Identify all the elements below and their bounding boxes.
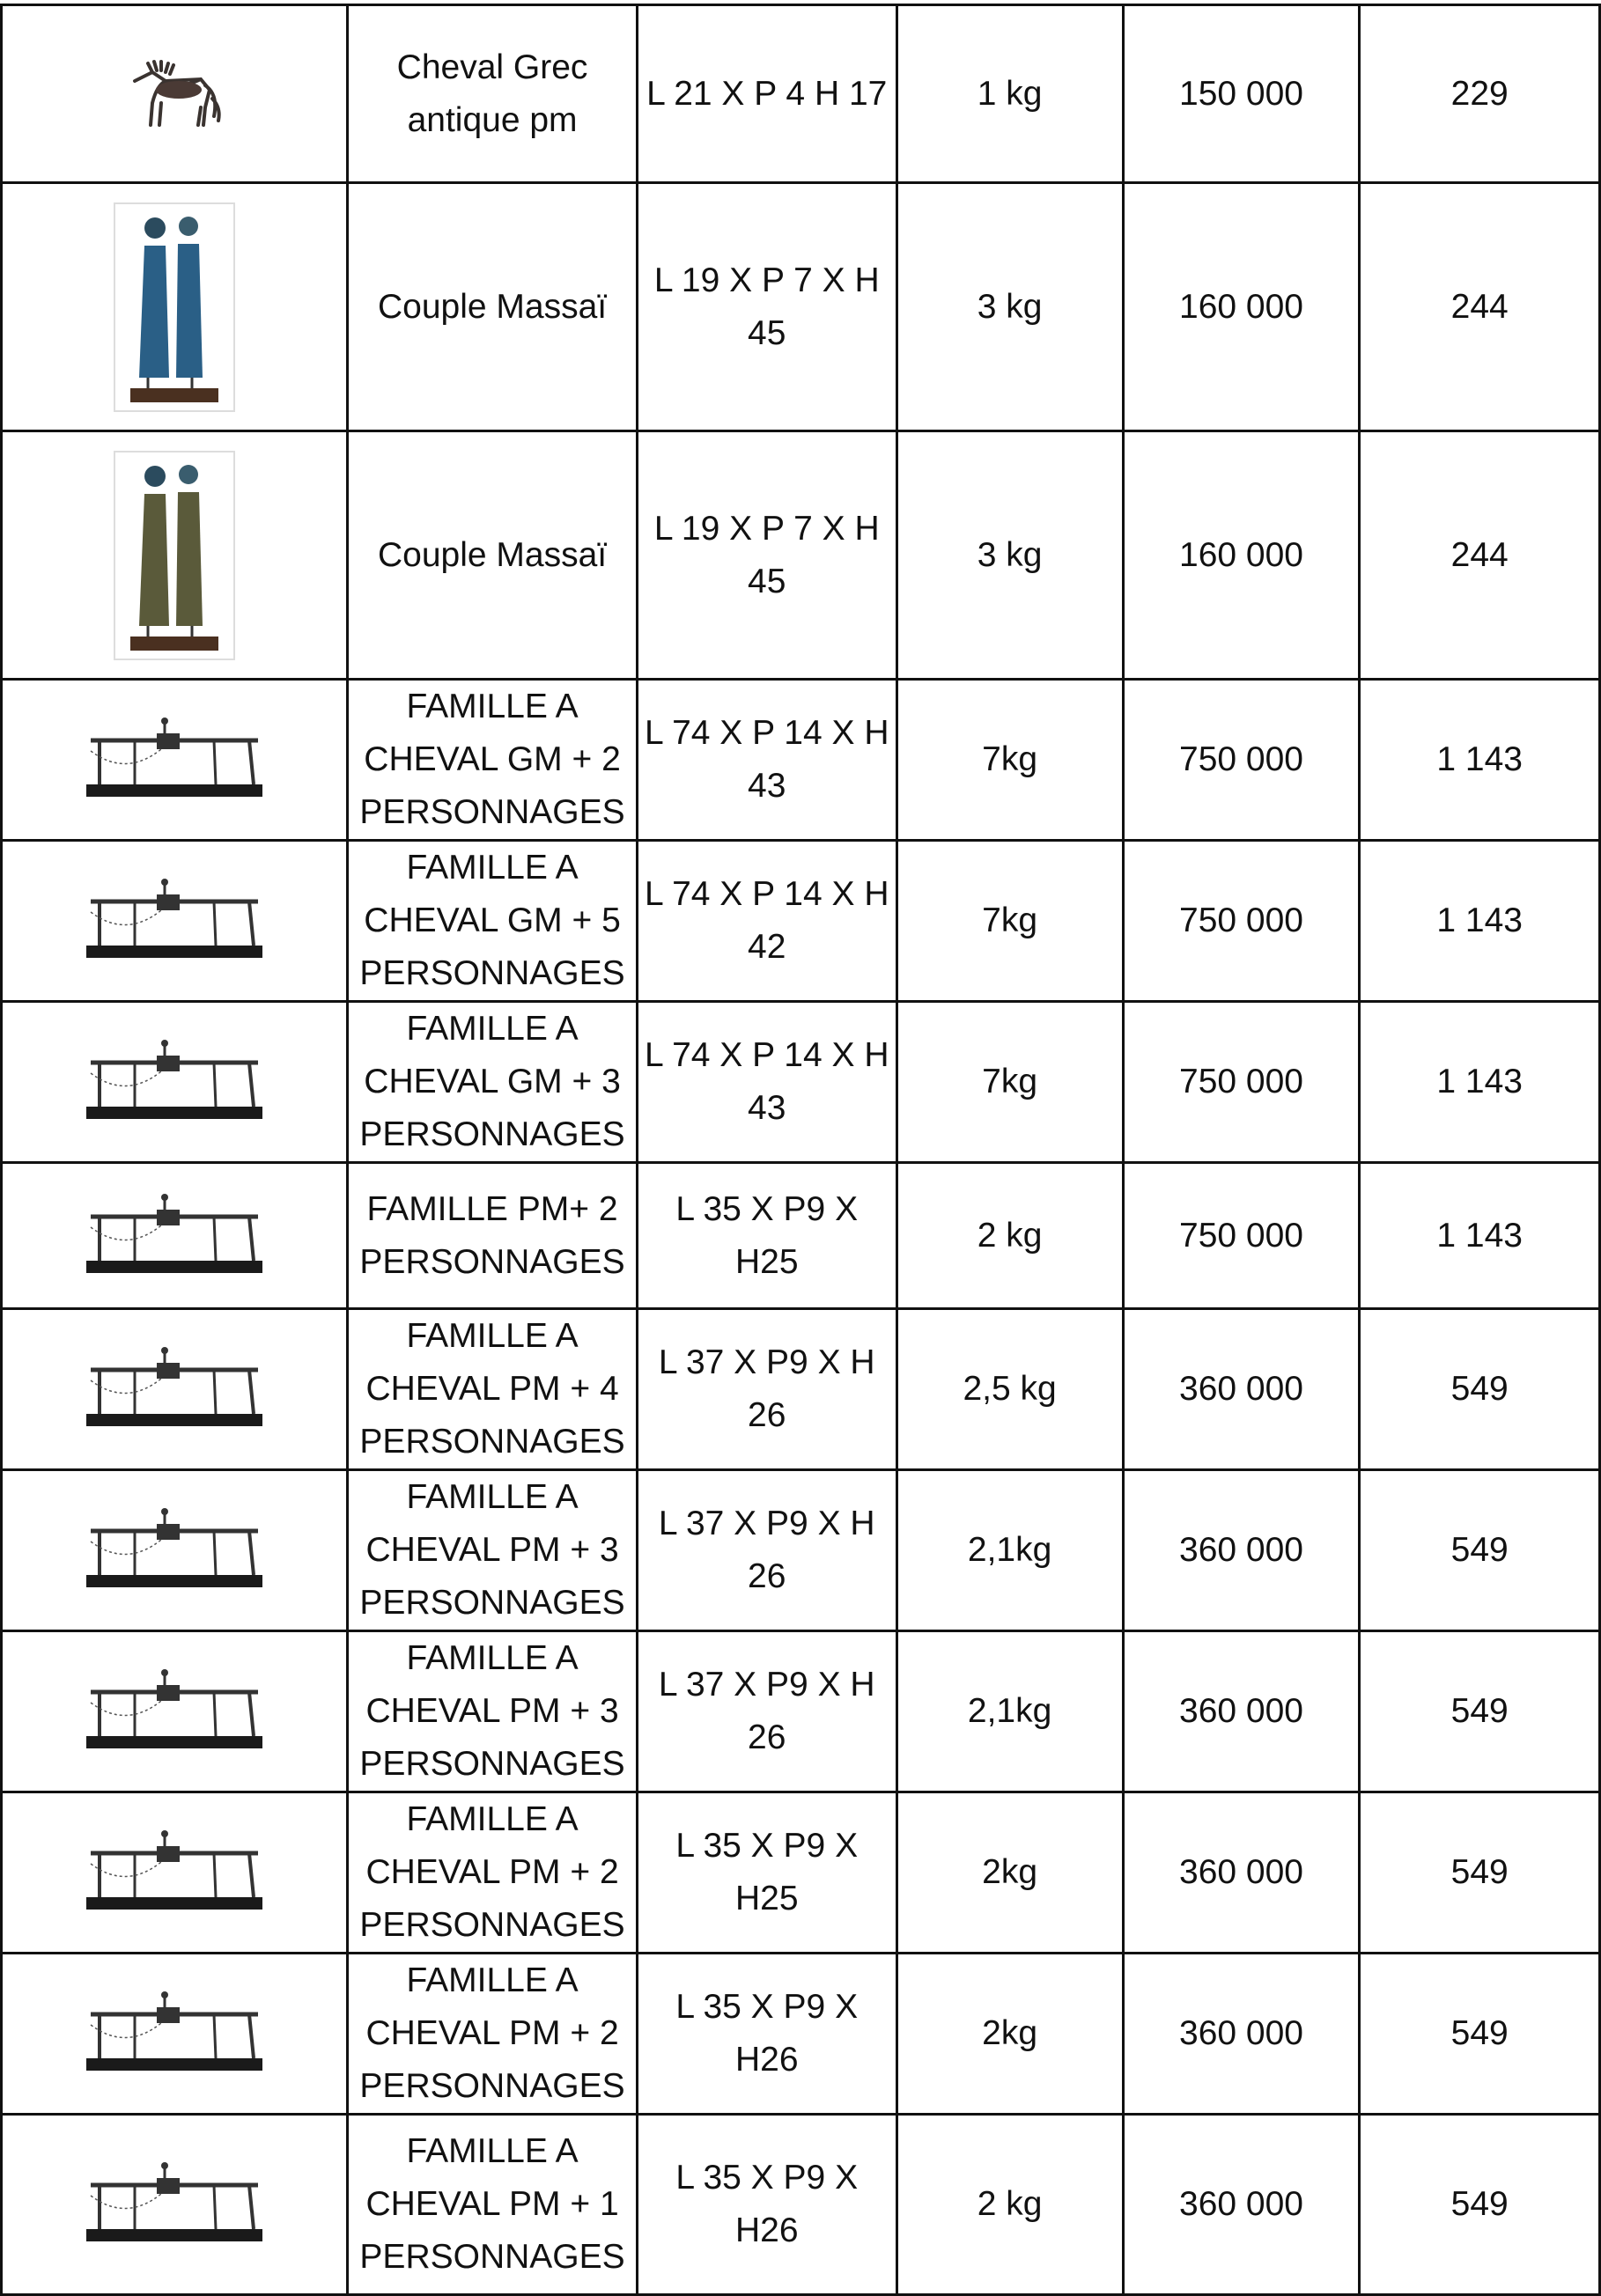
table-row <box>2 5 1600 183</box>
product-price: 360 000 <box>1179 2185 1303 2223</box>
product-weight-cell <box>896 1631 1123 1792</box>
product-name: FAMILLE A CHEVAL PM + 3 PERSONNAGES <box>359 1478 625 1622</box>
product-dimensions: L 74 X P 14 X H 42 <box>644 875 889 966</box>
product-dimensions: L 35 X P9 X H25 <box>675 1827 859 1917</box>
product-weight-cell <box>896 841 1123 1002</box>
product-dimensions-cell <box>637 431 896 680</box>
product-thumbnail <box>2 1631 348 1792</box>
product-name: FAMILLE A CHEVAL PM + 2 PERSONNAGES <box>359 1961 625 2105</box>
table-row <box>2 1792 1600 1954</box>
product-dimensions: L 74 X P 14 X H 43 <box>644 1036 889 1127</box>
product-name: Couple Massaï <box>377 287 608 326</box>
product-thumbnail <box>2 1163 348 1309</box>
product-name-cell <box>348 5 638 183</box>
product-dimensions: L 19 X P 7 X H 45 <box>653 509 880 600</box>
product-price: 360 000 <box>1179 2014 1303 2052</box>
product-thumbnail <box>2 1792 348 1954</box>
product-dimensions: L 74 X P 14 X H 43 <box>644 714 889 805</box>
product-weight-cell <box>896 1309 1123 1470</box>
product-price-euro: 549 <box>1450 1531 1509 1569</box>
product-price-euro: 549 <box>1450 1370 1509 1408</box>
product-name: Cheval Grec antique pm <box>396 48 588 139</box>
product-name: FAMILLE PM+ 2 PERSONNAGES <box>359 1189 625 1281</box>
table-row <box>2 1163 1600 1309</box>
table-row <box>2 1309 1600 1470</box>
product-price-cell <box>1123 1792 1360 1954</box>
product-price-euro: 549 <box>1450 2014 1509 2052</box>
product-price-euro: 549 <box>1450 2185 1509 2223</box>
product-weight: 2,1kg <box>967 1692 1052 1730</box>
product-thumbnail <box>2 2115 348 2295</box>
product-price-cell <box>1123 1631 1360 1792</box>
product-price: 360 000 <box>1179 1370 1303 1408</box>
table-row <box>2 1002 1600 1163</box>
product-weight: 2,5 kg <box>963 1370 1057 1408</box>
product-thumbnail <box>2 1309 348 1470</box>
product-price-euro: 1 143 <box>1436 1063 1523 1100</box>
table-row <box>2 2115 1600 2295</box>
table-row <box>2 1954 1600 2115</box>
product-price-euro: 1 143 <box>1436 740 1523 778</box>
product-name: FAMILLE A CHEVAL PM + 1 PERSONNAGES <box>359 2132 625 2276</box>
product-price-cell <box>1123 841 1360 1002</box>
product-name-cell <box>348 431 638 680</box>
product-name: FAMILLE A CHEVAL GM + 5 PERSONNAGES <box>359 849 625 992</box>
product-weight-cell <box>896 680 1123 841</box>
product-thumbnail <box>2 680 348 841</box>
table-row <box>2 1631 1600 1792</box>
product-name: FAMILLE A CHEVAL PM + 2 PERSONNAGES <box>359 1800 625 1944</box>
product-price-cell <box>1123 680 1360 841</box>
product-name-cell <box>348 1309 638 1470</box>
product-dimensions-cell <box>637 1002 896 1163</box>
product-name-cell <box>348 1470 638 1631</box>
product-weight-cell <box>896 183 1123 431</box>
product-dimensions-cell <box>637 1792 896 1954</box>
product-name: FAMILLE A CHEVAL PM + 4 PERSONNAGES <box>359 1317 625 1461</box>
product-price: 160 000 <box>1179 287 1303 326</box>
product-price: 360 000 <box>1179 1692 1303 1730</box>
product-thumbnail <box>2 5 348 183</box>
product-price-euro: 1 143 <box>1436 901 1523 939</box>
product-price-euro-cell <box>1360 841 1600 1002</box>
product-price-euro-cell <box>1360 1954 1600 2115</box>
product-dimensions: L 37 X P9 X H 26 <box>658 1505 875 1595</box>
product-dimensions-cell <box>637 1309 896 1470</box>
product-dimensions: L 37 X P9 X H 26 <box>658 1343 875 1434</box>
product-price: 750 000 <box>1179 1216 1303 1255</box>
product-price-euro-cell <box>1360 2115 1600 2295</box>
product-weight: 2 kg <box>977 2185 1043 2223</box>
product-price-euro-cell <box>1360 5 1600 183</box>
product-dimensions-cell <box>637 680 896 841</box>
product-price-euro: 244 <box>1450 287 1509 326</box>
product-weight: 3 kg <box>977 287 1043 326</box>
product-price-euro-cell <box>1360 183 1600 431</box>
product-name-cell <box>348 1792 638 1954</box>
product-price-euro: 549 <box>1450 1853 1509 1891</box>
product-dimensions-cell <box>637 5 896 183</box>
product-thumbnail <box>2 1002 348 1163</box>
product-name: FAMILLE A CHEVAL GM + 3 PERSONNAGES <box>359 1010 625 1153</box>
product-price-euro-cell <box>1360 1470 1600 1631</box>
product-name-cell <box>348 1954 638 2115</box>
product-dimensions-cell <box>637 841 896 1002</box>
product-price-cell <box>1123 1309 1360 1470</box>
product-dimensions-cell <box>637 183 896 431</box>
product-weight-cell <box>896 5 1123 183</box>
product-price-euro-cell <box>1360 1792 1600 1954</box>
product-thumbnail <box>2 1470 348 1631</box>
product-price-cell <box>1123 1954 1360 2115</box>
product-price-cell <box>1123 183 1360 431</box>
product-price-euro-cell <box>1360 1163 1600 1309</box>
product-dimensions-cell <box>637 2115 896 2295</box>
product-name-cell <box>348 1631 638 1792</box>
product-name-cell <box>348 680 638 841</box>
product-price: 750 000 <box>1179 740 1303 778</box>
table-row <box>2 183 1600 431</box>
product-weight-cell <box>896 1954 1123 2115</box>
product-price: 160 000 <box>1179 535 1303 574</box>
product-price-cell <box>1123 431 1360 680</box>
product-name: FAMILLE A CHEVAL PM + 3 PERSONNAGES <box>359 1639 625 1783</box>
product-weight-cell <box>896 1002 1123 1163</box>
product-price-euro: 549 <box>1450 1692 1509 1730</box>
product-price-euro-cell <box>1360 431 1600 680</box>
product-name: FAMILLE A CHEVAL GM + 2 PERSONNAGES <box>359 688 625 831</box>
product-thumbnail <box>2 1954 348 2115</box>
table-row <box>2 1470 1600 1631</box>
product-price-cell <box>1123 1163 1360 1309</box>
product-weight-cell <box>896 431 1123 680</box>
product-price: 360 000 <box>1179 1531 1303 1569</box>
product-weight: 7kg <box>982 1063 1038 1100</box>
product-dimensions-cell <box>637 1954 896 2115</box>
product-weight: 2,1kg <box>967 1531 1052 1569</box>
product-weight-cell <box>896 1792 1123 1954</box>
product-weight-cell <box>896 1470 1123 1631</box>
product-dimensions: L 35 X P9 X H26 <box>675 1988 859 2079</box>
product-name-cell <box>348 1002 638 1163</box>
product-weight: 7kg <box>982 740 1038 778</box>
product-price-euro-cell <box>1360 680 1600 841</box>
product-price: 150 000 <box>1179 74 1303 113</box>
product-dimensions: L 21 X P 4 H 17 <box>646 74 888 113</box>
product-weight: 7kg <box>982 901 1038 939</box>
product-dimensions: L 19 X P 7 X H 45 <box>653 261 880 352</box>
product-name-cell <box>348 2115 638 2295</box>
product-thumbnail <box>2 431 348 680</box>
product-name-cell <box>348 183 638 431</box>
product-price-euro-cell <box>1360 1002 1600 1163</box>
product-price-euro-cell <box>1360 1631 1600 1792</box>
product-price-cell <box>1123 1470 1360 1631</box>
product-weight: 2kg <box>982 1853 1038 1891</box>
product-price: 360 000 <box>1179 1853 1303 1891</box>
product-price: 750 000 <box>1179 901 1303 939</box>
product-price-euro: 244 <box>1450 535 1509 574</box>
product-name: Couple Massaï <box>377 535 608 574</box>
product-name-cell <box>348 1163 638 1309</box>
product-weight-cell <box>896 2115 1123 2295</box>
product-dimensions-cell <box>637 1631 896 1792</box>
product-price-euro: 1 143 <box>1436 1216 1523 1255</box>
product-thumbnail <box>2 841 348 1002</box>
product-dimensions-cell <box>637 1470 896 1631</box>
product-price-euro-cell <box>1360 1309 1600 1470</box>
table-row <box>2 841 1600 1002</box>
product-thumbnail <box>2 183 348 431</box>
product-price-cell <box>1123 1002 1360 1163</box>
product-price-cell <box>1123 5 1360 183</box>
product-dimensions: L 35 X P9 X H26 <box>675 2159 859 2249</box>
product-dimensions: L 37 X P9 X H 26 <box>658 1666 875 1756</box>
product-name-cell <box>348 841 638 1002</box>
product-price: 750 000 <box>1179 1063 1303 1100</box>
table-row <box>2 680 1600 841</box>
product-weight-cell <box>896 1163 1123 1309</box>
product-weight: 1 kg <box>977 74 1043 113</box>
catalog-table <box>0 4 1601 2296</box>
product-price-euro: 229 <box>1450 74 1509 113</box>
product-price-cell <box>1123 2115 1360 2295</box>
table-row <box>2 431 1600 680</box>
product-weight: 3 kg <box>977 535 1043 574</box>
product-dimensions-cell <box>637 1163 896 1309</box>
product-dimensions: L 35 X P9 X H25 <box>675 1189 859 1281</box>
product-weight: 2 kg <box>977 1216 1043 1255</box>
product-weight: 2kg <box>982 2014 1038 2052</box>
